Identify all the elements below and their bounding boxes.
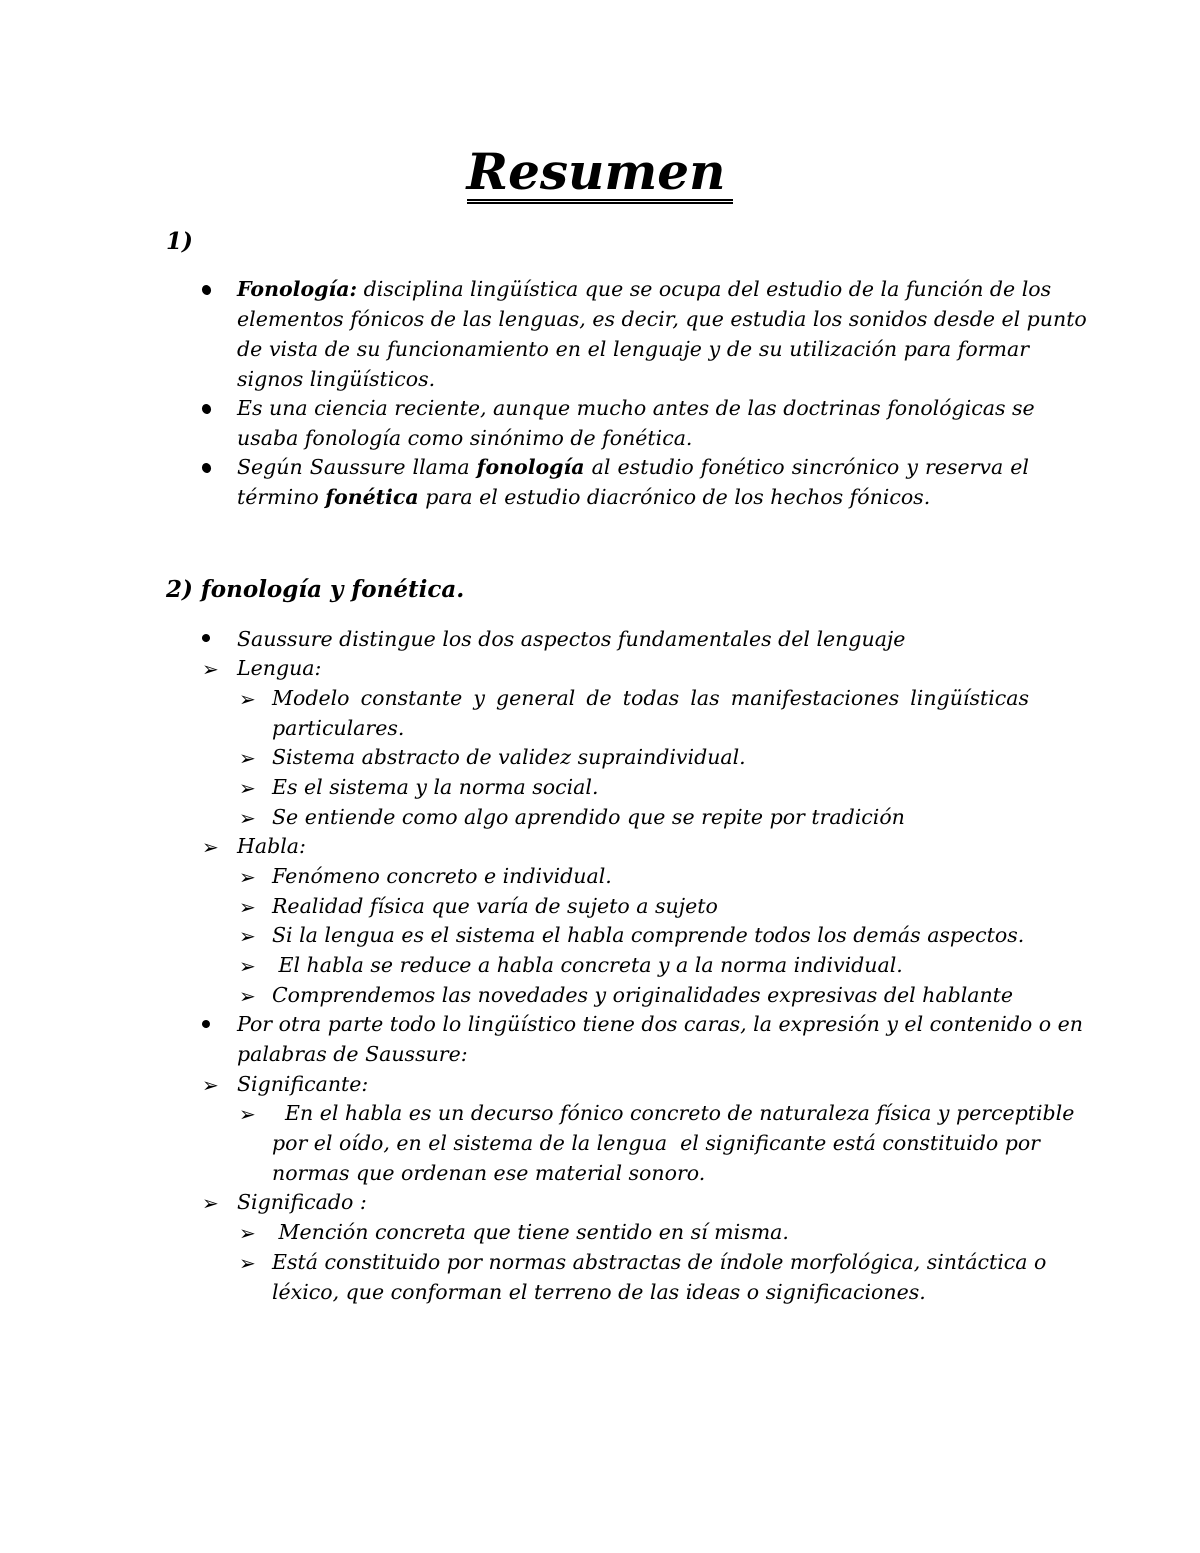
habla-fenomeno: Fenómeno concreto e individual. (272, 864, 612, 888)
arrow-bullet-icon: ➢ (239, 687, 256, 711)
bullet-ciencia-reciente: Es una ciencia reciente, aunque mucho antes de las doctrinas fonológicas se usaba fonología como sinónimo de fonética. (237, 396, 1035, 450)
bullet-icon (201, 403, 213, 415)
arrow-bullet-icon: ➢ (239, 954, 256, 978)
significado-mencion: Mención concreta que tiene sentido en sí misma. (272, 1220, 789, 1244)
bullet-icon (201, 633, 211, 643)
arrow-bullet-icon: ➢ (202, 1073, 219, 1097)
item-dos-caras: Por otra parte todo lo lingüístico tiene dos caras, la expresión y el contenido o en palabras de Saussure: (237, 1012, 1083, 1066)
arrow-bullet-icon: ➢ (202, 657, 219, 681)
section-2-heading: 2) fonología y fonética. (166, 576, 465, 603)
section-1-heading: 1) (166, 228, 193, 255)
bullet-icon (201, 1019, 211, 1029)
arrow-bullet-icon: ➢ (202, 1191, 219, 1215)
bullet-saussure: Según Saussure llama fonología al estudio fonético sincrónico y reserva el término fonética para el estudio diacrónico de los hechos fónicos. (237, 455, 1029, 509)
lengua-tradicion: Se entiende como algo aprendido que se repite por tradición (272, 805, 905, 829)
significante-decurso: En el habla es un decurso fónico concreto de naturaleza física y perceptible por el oído, en el sistema de la lengua el significante está constituido por normas que ordenan ese material sonoro. (272, 1101, 1075, 1185)
item-significante: Significante: (237, 1072, 369, 1096)
arrow-bullet-icon: ➢ (239, 865, 256, 889)
habla-reduce: El habla se reduce a habla concreta y a la norma individual. (272, 953, 903, 977)
arrow-bullet-icon: ➢ (239, 984, 256, 1008)
page-title: Resumen (0, 142, 1200, 204)
lengua-norma-social: Es el sistema y la norma social. (272, 775, 599, 799)
arrow-bullet-icon: ➢ (239, 924, 256, 948)
item-saussure-distingue: Saussure distingue los dos aspectos fundamentales del lenguaje (237, 627, 906, 651)
item-lengua: Lengua: (237, 656, 322, 680)
bullet-icon (201, 284, 213, 296)
definition-fonologia: Fonología: disciplina lingüística que se ocupa del estudio de la función de los elementos fónicos de las lenguas, es decir, que estudia los sonidos desde el punto de vista de su funcionamiento en el lenguaje y de su utilización para formar signos lingüísticos. (237, 277, 1087, 391)
item-significado: Significado : (237, 1190, 367, 1214)
item-habla: Habla: (237, 834, 306, 858)
habla-realidad-fisica: Realidad física que varía de sujeto a sujeto (272, 894, 718, 918)
arrow-bullet-icon: ➢ (239, 1221, 256, 1245)
arrow-bullet-icon: ➢ (239, 895, 256, 919)
habla-novedades: Comprendemos las novedades y originalidades expresivas del hablante (272, 983, 1014, 1007)
arrow-bullet-icon: ➢ (239, 776, 256, 800)
habla-demas-aspectos: Si la lengua es el sistema el habla comprende todos los demás aspectos. (272, 923, 1025, 947)
significado-normas: Está constituido por normas abstractas de índole morfológica, sintáctica o léxico, que conforman el terreno de las ideas o significaciones. (272, 1250, 1047, 1304)
lengua-sistema-abstracto: Sistema abstracto de validez supraindividual. (272, 745, 746, 769)
arrow-bullet-icon: ➢ (202, 835, 219, 859)
arrow-bullet-icon: ➢ (239, 806, 256, 830)
lengua-modelo: Modelo constante y general de todas las manifestaciones lingüísticas particulares. (272, 686, 1029, 740)
arrow-bullet-icon: ➢ (239, 1102, 256, 1126)
arrow-bullet-icon: ➢ (239, 1251, 256, 1275)
arrow-bullet-icon: ➢ (239, 746, 256, 770)
bullet-icon (201, 462, 213, 474)
